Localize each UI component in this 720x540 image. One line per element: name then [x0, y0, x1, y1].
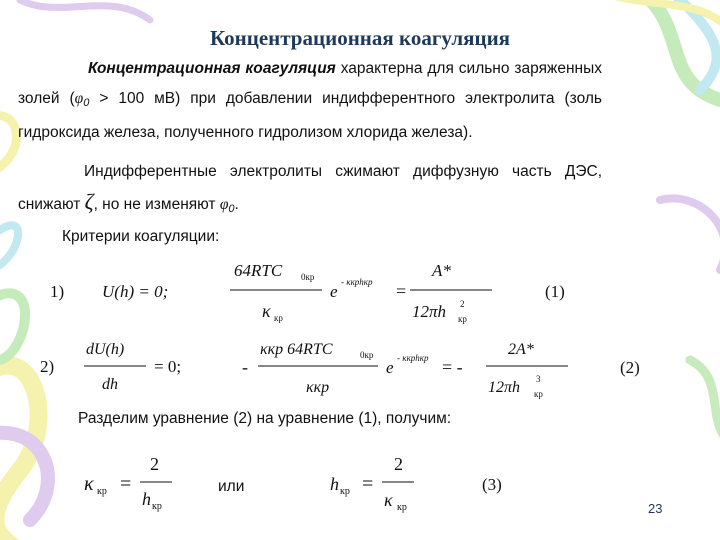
eq3-num-b: 2: [394, 454, 403, 474]
eq1-equals: =: [396, 281, 407, 301]
eq3-den-a: h: [142, 489, 151, 509]
division-text: Разделим уравнение (2) на уравнение (1), получим:: [78, 410, 452, 427]
eq3-num-a: 2: [150, 454, 159, 474]
zeta-symbol: ζ: [84, 189, 94, 214]
eq2-label: 2): [40, 357, 55, 376]
eq2-exp-base: e: [386, 358, 394, 377]
eq1-kappa-sub: кр: [274, 313, 283, 323]
eq2-rhs-num: 2A*: [508, 341, 534, 358]
eq3-den-b: κ: [384, 490, 393, 510]
page-number: 23: [648, 501, 663, 516]
paragraph-electrolytes: Индифферентные электролиты сжимают диффузную часть ДЭС, снижают ζ, но не изменяют $\varphi_0$.: [18, 163, 602, 215]
eq3-den-a-sub: кр: [152, 501, 162, 512]
eq3-lhs-h-sub: кр: [340, 486, 350, 497]
eq2-equals: = -: [442, 357, 463, 377]
eq2-lhs-num: dU(h): [86, 341, 125, 358]
or-text: или: [218, 478, 245, 495]
eq1-rhs-den-sub: кр: [458, 314, 467, 324]
paragraph-intro: Концентрационная коагуляция характерна для сильно заряженных золей ($\varphi_0 > 100$ мВ) при добавлении индифферентного электролита (золь гидроксида железа, полученного гидролизом хлорида железа).: [18, 60, 602, 141]
eq3-equals-b: =: [362, 473, 374, 495]
equation-2: [40, 341, 640, 399]
eq1-rhs-den: 12πh: [412, 302, 447, 321]
equation-1: [50, 261, 565, 324]
eq2-num: κкр 64RTC: [260, 341, 333, 358]
phi-symbol: φ: [74, 90, 84, 107]
eq1-label: 1): [50, 282, 65, 301]
eq1-coef: 64RTC: [234, 261, 283, 280]
eq2-lhs-eq: = 0;: [154, 357, 182, 376]
eq3-lhs-kappa-sub: кр: [97, 486, 107, 497]
eq2-rhs-den: 12πh: [488, 379, 521, 396]
slide-title: Концентрационная коагуляция: [209, 26, 511, 50]
eq2-tag: (2): [620, 358, 640, 377]
eq3-tag: (3): [482, 475, 502, 494]
eq2-lead-minus: -: [242, 357, 248, 377]
eq1-rhs-den-sup: 2: [460, 299, 465, 309]
eq2-lhs-den: dh: [102, 376, 118, 393]
eq3-den-b-sub: кр: [397, 502, 407, 513]
eq2-c-sub: 0кр: [360, 350, 374, 360]
eq1-exp-base: e: [330, 282, 338, 301]
eq2-rhs-den-sub: кр: [534, 389, 543, 399]
eq1-kappa: κ: [262, 301, 271, 321]
criteria-label: Критерии коагуляции:: [62, 228, 220, 245]
eq1-tag: (1): [545, 282, 565, 301]
eq2-exponent: - κкрhкр: [397, 353, 429, 363]
eq1-lhs: U(h) = 0;: [102, 282, 169, 301]
phi-symbol: φ: [219, 196, 229, 213]
eq3-equals-a: =: [120, 473, 132, 495]
eq1-rhs-num: A*: [432, 261, 451, 280]
eq2-rhs-den-sup: 3: [536, 374, 541, 384]
eq1-exponent: - κкрhкр: [341, 277, 373, 287]
eq2-den: κкр: [306, 379, 330, 396]
lead-term: Концентрационная коагуляция: [88, 60, 336, 77]
eq3-lhs-kappa: κ: [84, 473, 94, 495]
eq3-lhs-h: h: [330, 474, 339, 494]
eq1-c-sub: 0кр: [301, 272, 315, 282]
equation-3: [84, 454, 502, 513]
